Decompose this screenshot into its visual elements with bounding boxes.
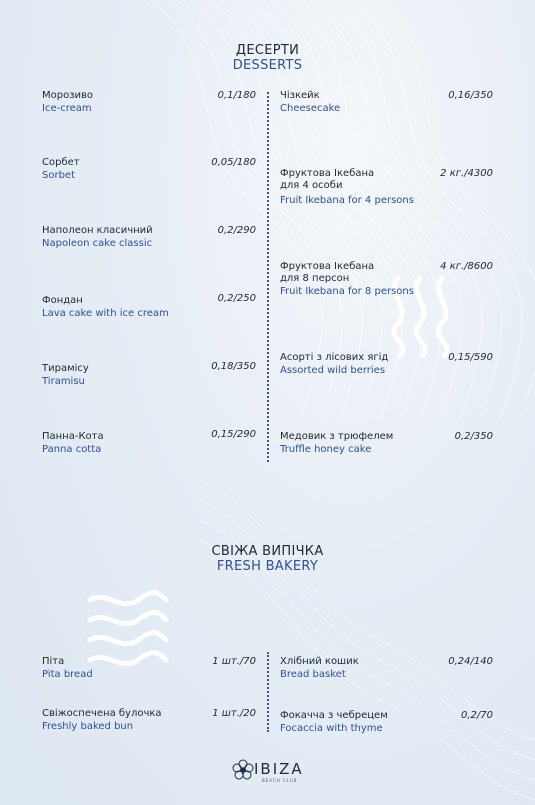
item-name: Фруктова Ікебана <box>280 168 375 179</box>
item-name: Фруктова Ікебана <box>280 261 375 272</box>
menu-item <box>42 363 89 388</box>
item-name: Асорті з лісових ягід <box>280 352 389 363</box>
item-name: Морозиво <box>42 90 94 101</box>
item-name-line2: для 4 особи <box>280 180 343 191</box>
flower-logo-icon <box>232 759 254 781</box>
menu-item <box>42 656 93 681</box>
bakery-title-en: FRESH BAKERY <box>216 559 319 574</box>
item-price: 0,1/180 <box>217 90 256 101</box>
menu-item <box>280 431 393 456</box>
item-name: Сорбет <box>42 157 80 168</box>
menu-item <box>280 168 414 207</box>
item-price: 1 шт./70 <box>212 656 256 667</box>
item-name: Медовик з трюфелем <box>280 431 394 442</box>
item-price: 0,2/290 <box>217 225 256 236</box>
item-price: 0,05/180 <box>211 157 256 168</box>
menu-item <box>280 90 340 115</box>
item-name-en: Pita bread <box>42 669 93 680</box>
item-name-en: Fruit Ikebana for 4 persons <box>280 195 414 206</box>
item-name: Панна-Кота <box>42 431 104 442</box>
item-name-en: Cheesecake <box>280 103 341 114</box>
menu-item <box>280 656 359 681</box>
item-name: Фокачча з чебрецем <box>280 710 388 721</box>
item-price: 2 кг./4300 <box>440 168 493 179</box>
item-name-en: Fruit Ikebana for 8 persons <box>280 286 414 297</box>
item-price: 4 кг./8600 <box>440 261 493 272</box>
desserts-title-ua: ДЕСЕРТИ <box>235 43 300 58</box>
item-price: 0,16/350 <box>448 90 493 101</box>
item-price: 0,24/140 <box>448 656 493 667</box>
menu-item <box>42 708 162 733</box>
item-name: Фондан <box>42 295 83 306</box>
item-name: Тирамісу <box>42 363 89 374</box>
item-name-en: Ice-cream <box>42 103 92 114</box>
item-name-en: Napoleon cake classic <box>42 238 153 249</box>
item-price: 0,2/250 <box>217 293 256 304</box>
desserts-title-en: DESSERTS <box>232 58 303 73</box>
item-name-en: Focaccia with thyme <box>280 723 383 734</box>
item-name: Наполеон класичний <box>42 225 153 236</box>
item-name: Чізкейк <box>280 90 320 101</box>
bakery-column-divider <box>267 652 269 732</box>
item-name-en: Lava cake with ice cream <box>42 308 169 319</box>
item-price: 0,15/590 <box>448 352 493 363</box>
item-name: Піта <box>42 656 65 667</box>
menu-item <box>42 90 93 115</box>
logo-subtitle: BEACH CLUB <box>262 778 298 783</box>
item-name: Свіжоспечена булочка <box>42 708 162 719</box>
item-name-en: Tiramisu <box>42 376 85 387</box>
item-price: 0,2/70 <box>461 710 493 721</box>
item-price: 1 шт./20 <box>212 708 256 719</box>
item-name: Хлібний кошик <box>280 656 359 667</box>
item-price: 0,2/350 <box>454 431 493 442</box>
item-name-en: Sorbet <box>42 170 75 181</box>
item-name-en: Freshly baked bun <box>42 721 134 732</box>
menu-item <box>280 261 414 298</box>
item-name-en: Bread basket <box>280 669 346 680</box>
bakery-title-ua: СВІЖА ВИПІЧКА <box>211 544 324 559</box>
item-price: 0,15/290 <box>211 429 256 440</box>
menu-item <box>42 225 153 250</box>
item-name-en: Truffle honey cake <box>280 444 372 455</box>
desserts-heading <box>0 43 535 73</box>
bakery-heading <box>0 544 535 574</box>
menu-item <box>42 295 169 320</box>
item-name-en: Panna cotta <box>42 444 102 455</box>
menu-item <box>42 157 80 182</box>
item-name-line2: для 8 персон <box>280 273 350 284</box>
logo-wordmark: IBIZA <box>254 760 304 778</box>
menu-item <box>42 431 104 456</box>
menu-item <box>280 710 388 735</box>
item-name-en: Assorted wild berries <box>280 365 386 376</box>
desserts-column-divider <box>267 92 269 462</box>
item-price: 0,18/350 <box>211 361 256 372</box>
menu-item <box>280 352 388 377</box>
